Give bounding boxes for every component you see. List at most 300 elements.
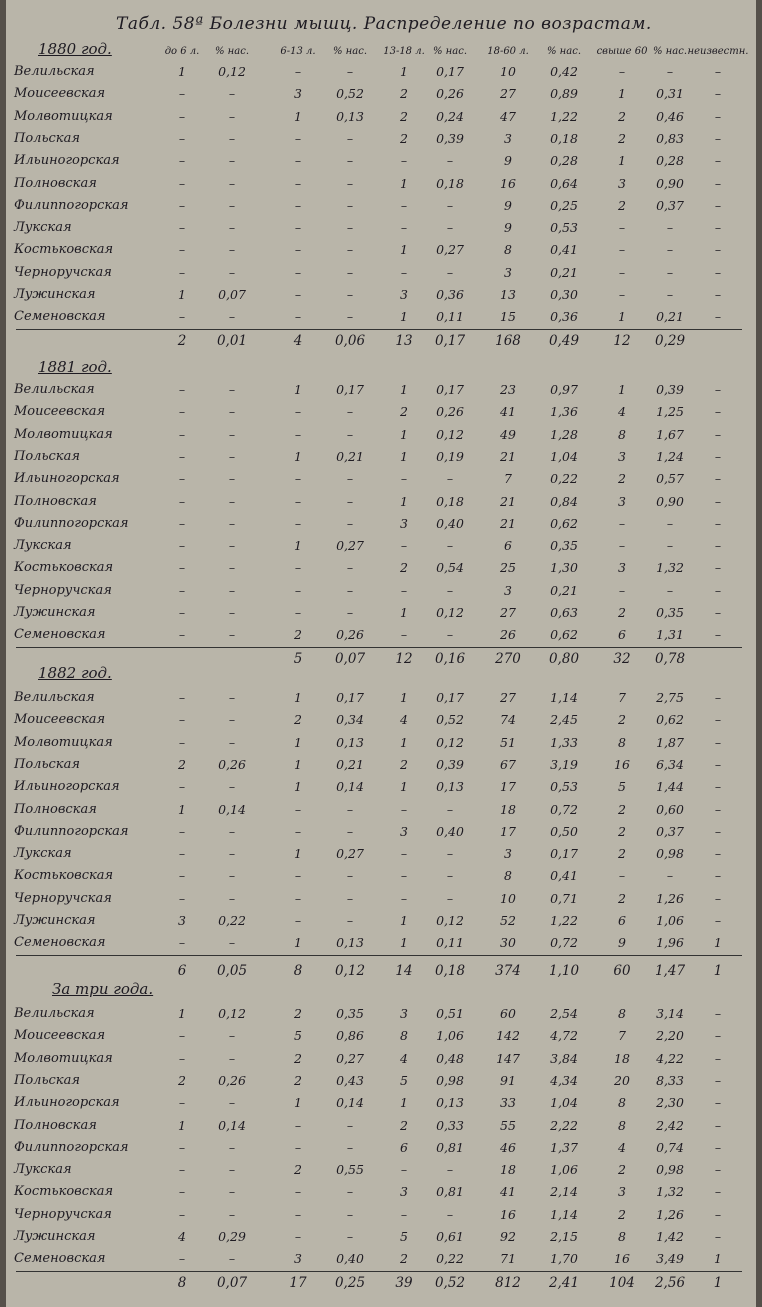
table-cell: 1 <box>294 846 302 862</box>
row-label: Велильская <box>14 382 95 397</box>
table-cell: – <box>178 690 186 705</box>
table-cell: – <box>228 1184 236 1200</box>
total-cell: 12 <box>395 651 413 668</box>
total-cell: 32 <box>613 651 631 668</box>
table-cell: – <box>228 242 236 258</box>
table-cell: 3 <box>400 515 408 531</box>
total-cell: 0,78 <box>654 651 686 668</box>
total-cell: 12 <box>613 333 631 350</box>
row-label: Лукская <box>14 220 72 236</box>
table-cell: 5 <box>400 1229 408 1244</box>
row-label: Черноручская <box>14 890 112 906</box>
table-cell: – <box>294 868 302 884</box>
table-cell: – <box>714 1095 722 1111</box>
table-cell: – <box>228 220 236 236</box>
table-cell: 1 <box>400 448 408 464</box>
table-cell: 2,75 <box>656 690 684 705</box>
table-cell: 1,25 <box>656 404 684 420</box>
total-cell: 2 <box>177 333 187 350</box>
table-cell: 2 <box>618 712 626 728</box>
table-cell: 2 <box>618 605 626 620</box>
table-cell: 0,72 <box>550 801 578 817</box>
table-cell: 9 <box>618 935 626 951</box>
table-cell: 23 <box>500 382 516 397</box>
table-cell: 4 <box>400 1050 408 1066</box>
table-cell: – <box>228 712 236 728</box>
table-cell: – <box>346 242 354 258</box>
table-cell: 4,22 <box>656 1050 684 1066</box>
table-cell: 0,12 <box>436 605 464 620</box>
table-cell: – <box>228 890 236 906</box>
table-cell: – <box>714 690 722 705</box>
table-cell: – <box>294 1117 302 1133</box>
table-cell: – <box>294 197 302 213</box>
total-cell: 0,17 <box>434 333 466 350</box>
page-title: Табл. 58ª Болезни мышц. Распределение по возрастам. <box>116 14 652 34</box>
row-label: Молвотицкая <box>14 426 113 442</box>
table-cell: 0,17 <box>550 846 578 862</box>
table-cell: 0,28 <box>656 153 684 169</box>
table-cell: 0,36 <box>436 287 464 302</box>
table-cell: – <box>714 153 722 169</box>
table-cell: – <box>228 264 236 280</box>
table-cell: 18 <box>614 1050 630 1066</box>
table-cell: – <box>228 197 236 213</box>
table-cell: – <box>446 890 454 906</box>
table-cell: 10 <box>500 890 516 906</box>
table-cell: – <box>178 1184 186 1200</box>
table-cell: – <box>346 823 354 839</box>
table-cell: – <box>714 264 722 280</box>
row-label: Лужинская <box>14 605 96 620</box>
table-cell: – <box>618 582 626 598</box>
table-cell: 3 <box>618 175 626 191</box>
table-cell: – <box>446 1162 454 1178</box>
table-cell: – <box>294 309 302 325</box>
total-cell: 0,16 <box>434 651 466 668</box>
table-cell: 1 <box>400 309 408 325</box>
table-cell: 18 <box>500 1162 516 1178</box>
table-cell: 8,33 <box>656 1072 684 1088</box>
table-cell: – <box>714 913 722 928</box>
total-rule <box>16 329 742 330</box>
table-cell: 26 <box>500 627 516 643</box>
table-cell: – <box>346 515 354 531</box>
row-label: Полновская <box>14 801 97 817</box>
table-cell: – <box>178 560 186 576</box>
table-cell: – <box>294 1184 302 1200</box>
row-label: Лукская <box>14 1162 72 1178</box>
table-cell: – <box>294 426 302 442</box>
table-cell: 6,34 <box>656 756 684 772</box>
table-cell: 5 <box>400 1072 408 1088</box>
table-cell: 2,15 <box>550 1229 578 1244</box>
table-cell: – <box>228 1251 236 1267</box>
row-label: Костьковская <box>14 242 114 258</box>
table-cell: 0,21 <box>336 756 364 772</box>
table-cell: 0,61 <box>436 1229 464 1244</box>
row-label: Черноручская <box>14 264 112 280</box>
row-label: Филиппогорская <box>14 197 129 213</box>
row-label: Лужинская <box>14 287 96 302</box>
table-cell: 13 <box>500 287 516 302</box>
table-cell: 0,50 <box>550 823 578 839</box>
table-cell: – <box>178 779 186 795</box>
total-cell: 8 <box>177 1275 187 1292</box>
table-cell: 3 <box>400 823 408 839</box>
table-cell: 0,86 <box>336 1028 364 1044</box>
table-cell: 1,87 <box>656 734 684 750</box>
table-cell: 0,41 <box>550 868 578 884</box>
table-cell: – <box>228 605 236 620</box>
section-year-heading: 1880 год. <box>38 40 112 58</box>
table-cell: – <box>228 538 236 554</box>
table-cell: – <box>714 197 722 213</box>
table-cell: – <box>714 1184 722 1200</box>
table-cell: 0,89 <box>550 86 578 102</box>
table-cell: 2 <box>618 1206 626 1222</box>
table-cell: 3 <box>400 287 408 302</box>
table-cell: 0,90 <box>656 175 684 191</box>
row-label: Семеновская <box>14 935 106 951</box>
table-cell: 0,13 <box>336 734 364 750</box>
table-cell: – <box>178 242 186 258</box>
column-header: % нас. <box>214 46 250 57</box>
table-cell: – <box>294 801 302 817</box>
table-cell: 2,20 <box>656 1028 684 1044</box>
table-cell: 9 <box>504 220 512 236</box>
row-label: Моисеевская <box>14 86 106 102</box>
table-cell: 0,90 <box>656 493 684 509</box>
table-cell: 0,52 <box>336 86 364 102</box>
table-cell: 0,57 <box>656 471 684 487</box>
table-cell: 2 <box>618 890 626 906</box>
table-cell: 2 <box>618 823 626 839</box>
table-cell: 8 <box>618 734 626 750</box>
row-label: Ильиногорская <box>14 471 120 487</box>
table-cell: 1 <box>618 382 626 397</box>
table-cell: 91 <box>500 1072 516 1088</box>
table-cell: 1 <box>400 935 408 951</box>
table-cell: 1,06 <box>436 1028 464 1044</box>
table-cell: – <box>400 801 408 817</box>
table-cell: 6 <box>504 538 512 554</box>
table-cell: – <box>178 1095 186 1111</box>
table-cell: – <box>714 242 722 258</box>
table-cell: 0,17 <box>336 382 364 397</box>
total-cell: 0,52 <box>434 1275 466 1292</box>
table-cell: – <box>714 1117 722 1133</box>
table-cell: – <box>178 220 186 236</box>
table-cell: – <box>294 264 302 280</box>
table-cell: – <box>228 493 236 509</box>
table-cell: 1,24 <box>656 448 684 464</box>
table-cell: – <box>178 538 186 554</box>
total-cell: 104 <box>609 1275 635 1292</box>
table-cell: 0,43 <box>336 1072 364 1088</box>
table-cell: 16 <box>500 1206 516 1222</box>
table-cell: – <box>346 309 354 325</box>
table-cell: – <box>346 560 354 576</box>
table-cell: – <box>346 287 354 302</box>
table-cell: 7 <box>618 1028 626 1044</box>
row-label: Молвотицкая <box>14 734 113 750</box>
table-cell: 1,30 <box>550 560 578 576</box>
table-cell: – <box>618 264 626 280</box>
table-cell: – <box>714 515 722 531</box>
table-cell: 0,39 <box>656 382 684 397</box>
table-cell: 0,26 <box>336 627 364 643</box>
table-cell: 1 <box>400 605 408 620</box>
table-cell: 2 <box>618 108 626 124</box>
table-cell: 0,27 <box>336 538 364 554</box>
column-header: 18-60 л. <box>487 46 529 57</box>
table-cell: 0,26 <box>436 404 464 420</box>
table-cell: – <box>228 560 236 576</box>
table-cell: 27 <box>500 86 516 102</box>
total-cell: 0,01 <box>216 333 248 350</box>
table-cell: 2 <box>400 560 408 576</box>
table-cell: 147 <box>496 1050 520 1066</box>
table-cell: 1,14 <box>550 690 578 705</box>
table-cell: 2,22 <box>550 1117 578 1133</box>
table-cell: 0,12 <box>218 64 246 79</box>
table-cell: – <box>228 426 236 442</box>
table-cell: – <box>446 1206 454 1222</box>
table-cell: – <box>714 130 722 146</box>
table-cell: 1,31 <box>656 627 684 643</box>
table-cell: 0,27 <box>336 846 364 862</box>
table-cell: 0,36 <box>550 309 578 325</box>
table-cell: – <box>446 627 454 643</box>
table-cell: – <box>666 868 674 884</box>
row-label: Полновская <box>14 1117 97 1133</box>
table-cell: 0,26 <box>218 756 246 772</box>
table-cell: 3 <box>178 913 186 928</box>
table-cell: – <box>714 868 722 884</box>
table-cell: – <box>714 175 722 191</box>
total-cell: 0,07 <box>334 651 366 668</box>
table-cell: – <box>714 287 722 302</box>
table-cell: – <box>346 1229 354 1244</box>
total-cell: 6 <box>177 963 187 980</box>
table-cell: – <box>346 153 354 169</box>
table-cell: – <box>400 1162 408 1178</box>
table-cell: – <box>346 197 354 213</box>
table-cell: 2 <box>294 627 302 643</box>
table-cell: 6 <box>618 913 626 928</box>
table-cell: 0,60 <box>656 801 684 817</box>
table-cell: 1 <box>294 108 302 124</box>
table-cell: 1,04 <box>550 1095 578 1111</box>
table-cell: – <box>228 1095 236 1111</box>
table-cell: 46 <box>500 1139 516 1155</box>
table-cell: 0,12 <box>436 734 464 750</box>
table-cell: 4 <box>618 1139 626 1155</box>
row-label: Полновская <box>14 493 97 509</box>
table-cell: – <box>714 605 722 620</box>
table-cell: – <box>618 287 626 302</box>
table-cell: 3 <box>504 264 512 280</box>
table-cell: 0,40 <box>436 823 464 839</box>
table-cell: 41 <box>500 1184 516 1200</box>
table-cell: – <box>346 404 354 420</box>
total-rule <box>16 647 742 648</box>
table-cell: – <box>714 309 722 325</box>
row-label: Моисеевская <box>14 404 106 420</box>
table-cell: 0,18 <box>550 130 578 146</box>
row-label: Польская <box>14 756 80 772</box>
table-cell: – <box>400 538 408 554</box>
table-cell: – <box>714 846 722 862</box>
table-cell: – <box>714 426 722 442</box>
table-cell: 1 <box>294 448 302 464</box>
table-cell: – <box>294 605 302 620</box>
table-cell: – <box>178 734 186 750</box>
table-cell: 0,29 <box>218 1229 246 1244</box>
table-cell: 2 <box>400 756 408 772</box>
table-cell: – <box>618 64 626 79</box>
total-cell: 168 <box>495 333 521 350</box>
table-cell: 8 <box>618 1095 626 1111</box>
table-cell: – <box>294 404 302 420</box>
table-cell: – <box>714 382 722 397</box>
table-cell: – <box>178 605 186 620</box>
table-cell: 41 <box>500 404 516 420</box>
table-cell: – <box>228 130 236 146</box>
row-label: Польская <box>14 1072 80 1088</box>
row-label: Костьковская <box>14 1184 114 1200</box>
total-cell: 0,80 <box>548 651 580 668</box>
total-cell: 812 <box>495 1275 521 1292</box>
table-cell: – <box>714 627 722 643</box>
table-cell: – <box>618 868 626 884</box>
table-cell: – <box>346 913 354 928</box>
table-cell: – <box>714 1162 722 1178</box>
table-cell: 0,46 <box>656 108 684 124</box>
table-cell: – <box>346 1184 354 1200</box>
table-cell: – <box>400 264 408 280</box>
table-cell: – <box>178 712 186 728</box>
row-label: Филиппогорская <box>14 1139 129 1155</box>
table-cell: 0,31 <box>656 86 684 102</box>
table-cell: – <box>618 220 626 236</box>
table-cell: 0,13 <box>336 935 364 951</box>
table-cell: – <box>714 560 722 576</box>
table-cell: 142 <box>496 1028 520 1044</box>
table-cell: – <box>178 935 186 951</box>
total-cell: 1 <box>713 963 723 980</box>
table-cell: 1,22 <box>550 913 578 928</box>
table-cell: – <box>228 1139 236 1155</box>
table-cell: – <box>178 627 186 643</box>
table-cell: 1 <box>178 801 186 817</box>
table-cell: 0,62 <box>656 712 684 728</box>
table-cell: – <box>714 823 722 839</box>
table-cell: – <box>228 1162 236 1178</box>
table-cell: – <box>294 287 302 302</box>
table-cell: – <box>714 734 722 750</box>
table-cell: 1 <box>400 779 408 795</box>
total-cell: 0,18 <box>434 963 466 980</box>
table-cell: – <box>294 515 302 531</box>
total-cell: 17 <box>289 1275 307 1292</box>
table-cell: 0,81 <box>436 1184 464 1200</box>
row-label: Моисеевская <box>14 712 106 728</box>
table-cell: – <box>294 1206 302 1222</box>
column-header: % нас. <box>432 46 468 57</box>
table-cell: 8 <box>504 868 512 884</box>
table-cell: – <box>178 1251 186 1267</box>
table-cell: – <box>228 309 236 325</box>
table-cell: 0,98 <box>656 1162 684 1178</box>
table-cell: 2 <box>400 108 408 124</box>
table-cell: 4,72 <box>550 1028 578 1044</box>
table-cell: – <box>294 1139 302 1155</box>
table-cell: 74 <box>500 712 516 728</box>
table-cell: – <box>228 935 236 951</box>
table-cell: – <box>618 538 626 554</box>
table-cell: – <box>294 220 302 236</box>
table-cell: 1 <box>400 242 408 258</box>
table-cell: 2 <box>178 756 186 772</box>
table-cell: 0,62 <box>550 627 578 643</box>
column-header: свыше 60 <box>596 46 648 57</box>
table-cell: – <box>178 1028 186 1044</box>
total-cell: 0,06 <box>334 333 366 350</box>
table-cell: – <box>714 220 722 236</box>
table-cell: 0,97 <box>550 382 578 397</box>
table-cell: 0,98 <box>656 846 684 862</box>
table-cell: 0,14 <box>218 801 246 817</box>
table-cell: 1 <box>618 309 626 325</box>
table-cell: 2,54 <box>550 1006 578 1021</box>
table-cell: 1 <box>400 1095 408 1111</box>
table-cell: 2 <box>400 1251 408 1267</box>
table-cell: 0,26 <box>218 1072 246 1088</box>
table-cell: 2 <box>294 1072 302 1088</box>
table-cell: 30 <box>500 935 516 951</box>
table-cell: 5 <box>294 1028 302 1044</box>
table-cell: 21 <box>500 515 516 531</box>
table-cell: 2 <box>618 471 626 487</box>
row-label: Лукская <box>14 846 72 862</box>
column-header: % нас. <box>652 46 688 57</box>
table-cell: 0,14 <box>336 779 364 795</box>
table-cell: 3,14 <box>656 1006 684 1021</box>
table-cell: – <box>178 493 186 509</box>
table-cell: – <box>178 890 186 906</box>
table-cell: 1,36 <box>550 404 578 420</box>
table-cell: – <box>714 1139 722 1155</box>
table-cell: 0,81 <box>436 1139 464 1155</box>
total-cell: 60 <box>613 963 631 980</box>
table-cell: – <box>178 1162 186 1178</box>
table-cell: – <box>294 913 302 928</box>
row-label: Велильская <box>14 1006 95 1021</box>
table-cell: – <box>228 153 236 169</box>
table-cell: – <box>228 108 236 124</box>
table-cell: 3 <box>294 86 302 102</box>
table-cell: – <box>228 1028 236 1044</box>
table-cell: 0,48 <box>436 1050 464 1066</box>
table-cell: 1 <box>714 1251 722 1267</box>
column-header: неизвестн. <box>687 46 749 57</box>
table-cell: 1,28 <box>550 426 578 442</box>
row-label: Костьковская <box>14 560 114 576</box>
section-year-heading: 1882 год. <box>38 664 112 682</box>
table-cell: 1,14 <box>550 1206 578 1222</box>
